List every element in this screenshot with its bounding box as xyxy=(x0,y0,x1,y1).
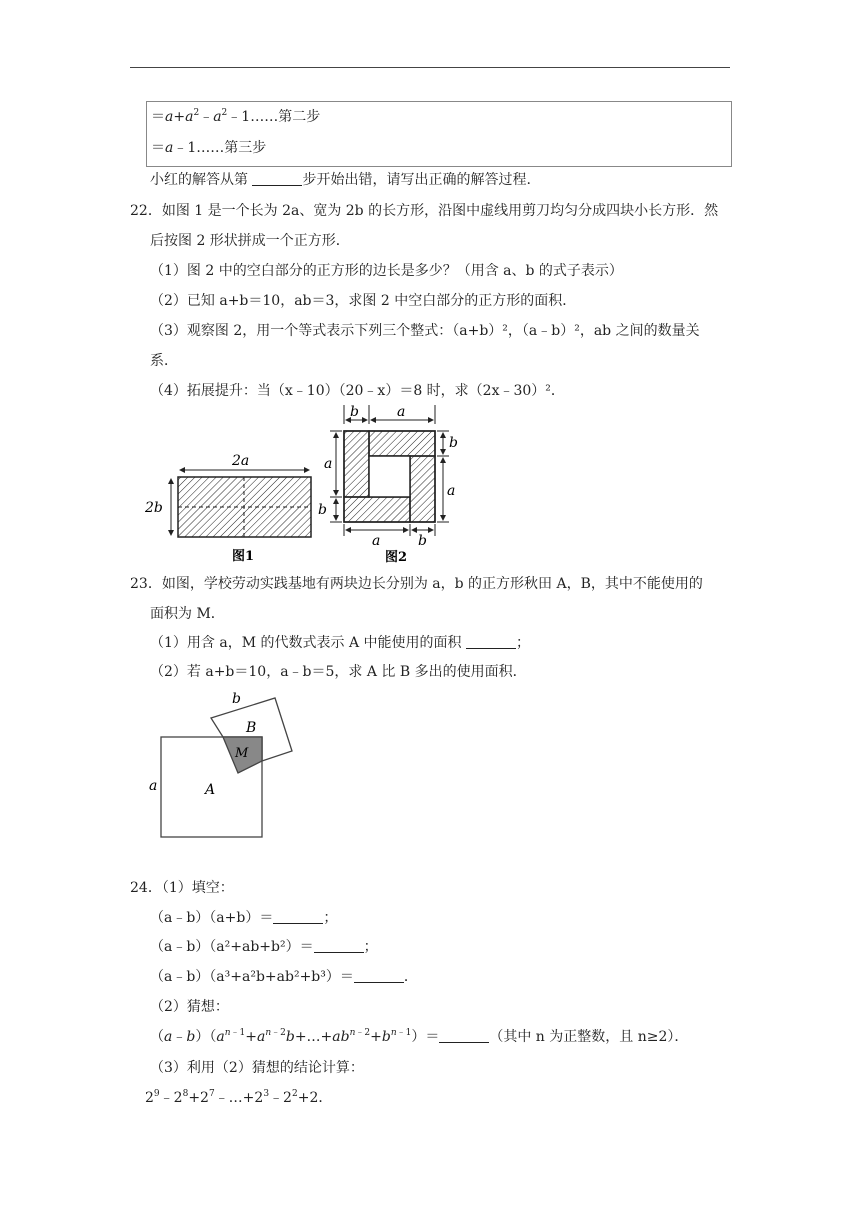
answer-blank xyxy=(439,1028,489,1043)
q24-expr1: （a﹣b）（a+b）＝ ； xyxy=(150,910,338,926)
q24-expr4: $(a﹣b)(a^{n﹣1}+a^{n﹣2}b+\dots+ab^{n﹣2}+b^{n﹣1})=$ （其中 n 为正整数，且 n≥2）． xyxy=(150,1028,689,1045)
step-three-line: ＝a﹣1……第三步 xyxy=(151,140,267,156)
q23-stem-line1: 23．如图，学校劳动实践基地有两块边长分别为 a，b 的正方形秋田 A，B，其中不能使用的 xyxy=(130,576,703,592)
fig2-left-b: b xyxy=(318,502,327,518)
q23-label-M: M xyxy=(235,746,249,761)
q23-stem-line2: 面积为 M． xyxy=(150,606,225,622)
q23-label-B: B xyxy=(246,720,257,736)
q22-stem-line1: 22．如图 1 是一个长为 2a、宽为 2b 的长方形，沿图中虚线用剪刀均匀分成四块小长方形．然 xyxy=(130,203,719,219)
q24-calc-expression: $2^9﹣2^8+2^7﹣\dots+2^3﹣2^2+2$． xyxy=(145,1089,333,1106)
fig2-top-a: a xyxy=(397,404,406,420)
q24-expr3: （a﹣b）（a³+a²b+ab²+b³）＝ ． xyxy=(150,969,418,985)
q23-part2: （2）若 a+b＝10，a﹣b＝5，求 A 比 B 多出的使用面积． xyxy=(150,664,527,680)
fig2-bottom-b: b xyxy=(418,533,427,549)
answer-blank xyxy=(466,634,516,649)
fig1-width-label: 2a xyxy=(232,453,250,469)
q24-expr2: （a﹣b）（a²+ab+b²）＝ ； xyxy=(150,939,378,955)
figure-1 xyxy=(144,453,311,564)
q23-part1: （1）用含 a，M 的代数式表示 A 中能使用的面积 ； xyxy=(150,635,530,651)
q22-part3-line2: 系． xyxy=(150,353,178,369)
q24-part2: （2）猜想： xyxy=(150,999,229,1015)
answer-blank xyxy=(354,968,404,983)
step-two-line: $=a+a^2﹣a^2﹣1\dots\dots$第二步 xyxy=(151,108,321,125)
q23-side-a: a xyxy=(149,778,158,794)
q23-figure xyxy=(149,691,292,837)
fig2-right-a: a xyxy=(447,483,456,499)
q22-part1: （1）图 2 中的空白部分的正方形的边长是多少？（用含 a、b 的式子表示） xyxy=(150,263,623,279)
fig1-caption: 图1 xyxy=(232,549,255,564)
q22-part2: （2）已知 a+b＝10，ab＝3，求图 2 中空白部分的正方形的面积． xyxy=(150,293,577,309)
q23-side-b: b xyxy=(232,691,241,707)
answer-blank xyxy=(314,938,364,953)
q22-part4: （4）拓展提升：当（x﹣10）（20﹣x）＝8 时，求（2x﹣30）²． xyxy=(150,383,565,399)
q22-part3-line1: （3）观察图 2，用一个等式表示下列三个整式：（a+b）²，（a﹣b）²，ab 之间的数量关 xyxy=(150,323,700,339)
fig2-left-a: a xyxy=(324,456,333,472)
q24-title: 24．（1）填空： xyxy=(130,880,234,896)
fig2-caption: 图2 xyxy=(385,550,408,565)
q21-tail: 小红的解答从第 步开始出错，请写出正确的解答过程. xyxy=(150,172,531,188)
fig2-bottom-a: a xyxy=(372,533,381,549)
q24-part3: （3）利用（2）猜想的结论计算： xyxy=(150,1060,364,1076)
fig2-top-b: b xyxy=(350,404,359,420)
q23-label-A: A xyxy=(205,782,216,798)
figure-2 xyxy=(318,404,458,565)
answer-blank xyxy=(273,909,323,924)
fig2-right-b: b xyxy=(449,435,458,451)
fig1-height-label: 2b xyxy=(145,500,163,516)
q22-stem-line2: 后按图 2 形状拼成一个正方形． xyxy=(150,233,350,249)
